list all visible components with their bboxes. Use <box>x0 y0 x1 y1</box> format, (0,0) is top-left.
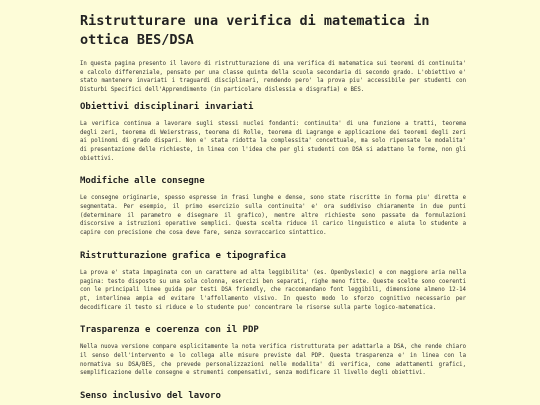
section-paragraph: La prova e' stata impaginata con un carattere ad alta leggibilita' (es. OpenDyslexic) e con maggiore aria nella pagina: testo disposto su una sola colonna, esercizi ben separati, righe meno fitte. Queste scelte sono coerenti con le principali linee guida per testi DSA friendly, che raccomandano font leggibili, dimensione almeno 12-14 pt, interlinea ampia ed evitare l'affollamento visivo. In questo modo lo sforzo cognitivo necessario per decodificare il testo si riduce e lo studente puo' concentrare le risorse sulla parte logico-matematica. <box>80 269 466 311</box>
section-ristrutturazione <box>80 250 466 313</box>
section-heading: Modifiche alle consegne <box>80 176 205 187</box>
section-heading: Obiettivi disciplinari invariati <box>80 101 254 112</box>
section-paragraph: Le consegne originarie, spesso espresse in frasi lunghe e dense, sono state riscritte in forma piu' diretta e segmentata. Per esempio, il primo esercizio sulla continuita' e' ora suddiviso chiaramente in due punti (determinare il parametro e disegnare il grafico), mentre altre richieste sono passate da formulazioni discorsive a istruzioni operative semplici. Questa scelta riduce il carico linguistico e aiuta lo studente a capire con precisione che cosa deve fare, senza sovraccarico sintattico. <box>80 195 466 237</box>
section-senso-inclusivo <box>80 390 466 402</box>
section-heading: Trasparenza e coerenza con il PDP <box>80 325 259 336</box>
page-title: Ristrutturare una verifica di matematica in ottica BES/DSA <box>80 13 430 48</box>
section-modifiche <box>80 175 466 238</box>
section-paragraph: La verifica continua a lavorare sugli stessi nuclei fondanti: continuita' di una funzione a tratti, teorema degli zeri, teorema di Weierstrass, teorema di Rolle, teorema di Lagrange e applicazione dei teoremi degli zeri ai polinomi di grado dispari. Non e' stata ridotta la complessita' concettuale, ma solo ripensate le modalita' di presentazione delle richieste, in linea con l'idea che per gli studenti con DSA si adattano le forme, non gli obiettivi. <box>80 120 466 162</box>
intro-paragraph: In questa pagina presento il lavoro di ristrutturazione di una verifica di matematica sui teoremi di continuita' e calcolo differenziale, pensato per una classe quinta della scuola secondaria di secondo grado. L'obiettivo e' stato mantenere invariati i traguardi disciplinari, rendendo pero' la prova piu' accessibile per studenti con Disturbi Specifici dell'Apprendimento (in particolare dislessia e disgrafia) e BES. <box>80 61 466 94</box>
section-heading: Ristrutturazione grafica e tipografica <box>80 250 286 261</box>
section-trasparenza <box>80 324 466 378</box>
article <box>80 12 466 402</box>
section-heading: Senso inclusivo del lavoro <box>80 391 221 402</box>
section-paragraph: Nella nuova versione compare esplicitamente la nota verifica ristrutturata per adattarla a DSA, che rende chiaro il senso dell'intervento e lo collega alle misure previste dal PDP. Questa trasparenza e' in linea con la normativa su DSA/BES, che prevede personalizzazioni nelle modalita' di verifica, come adattamenti grafici, semplificazione delle consegne e strumenti compensativi, senza modificare il livello degli obiettivi. <box>80 344 466 377</box>
section-obiettivi <box>80 101 466 164</box>
